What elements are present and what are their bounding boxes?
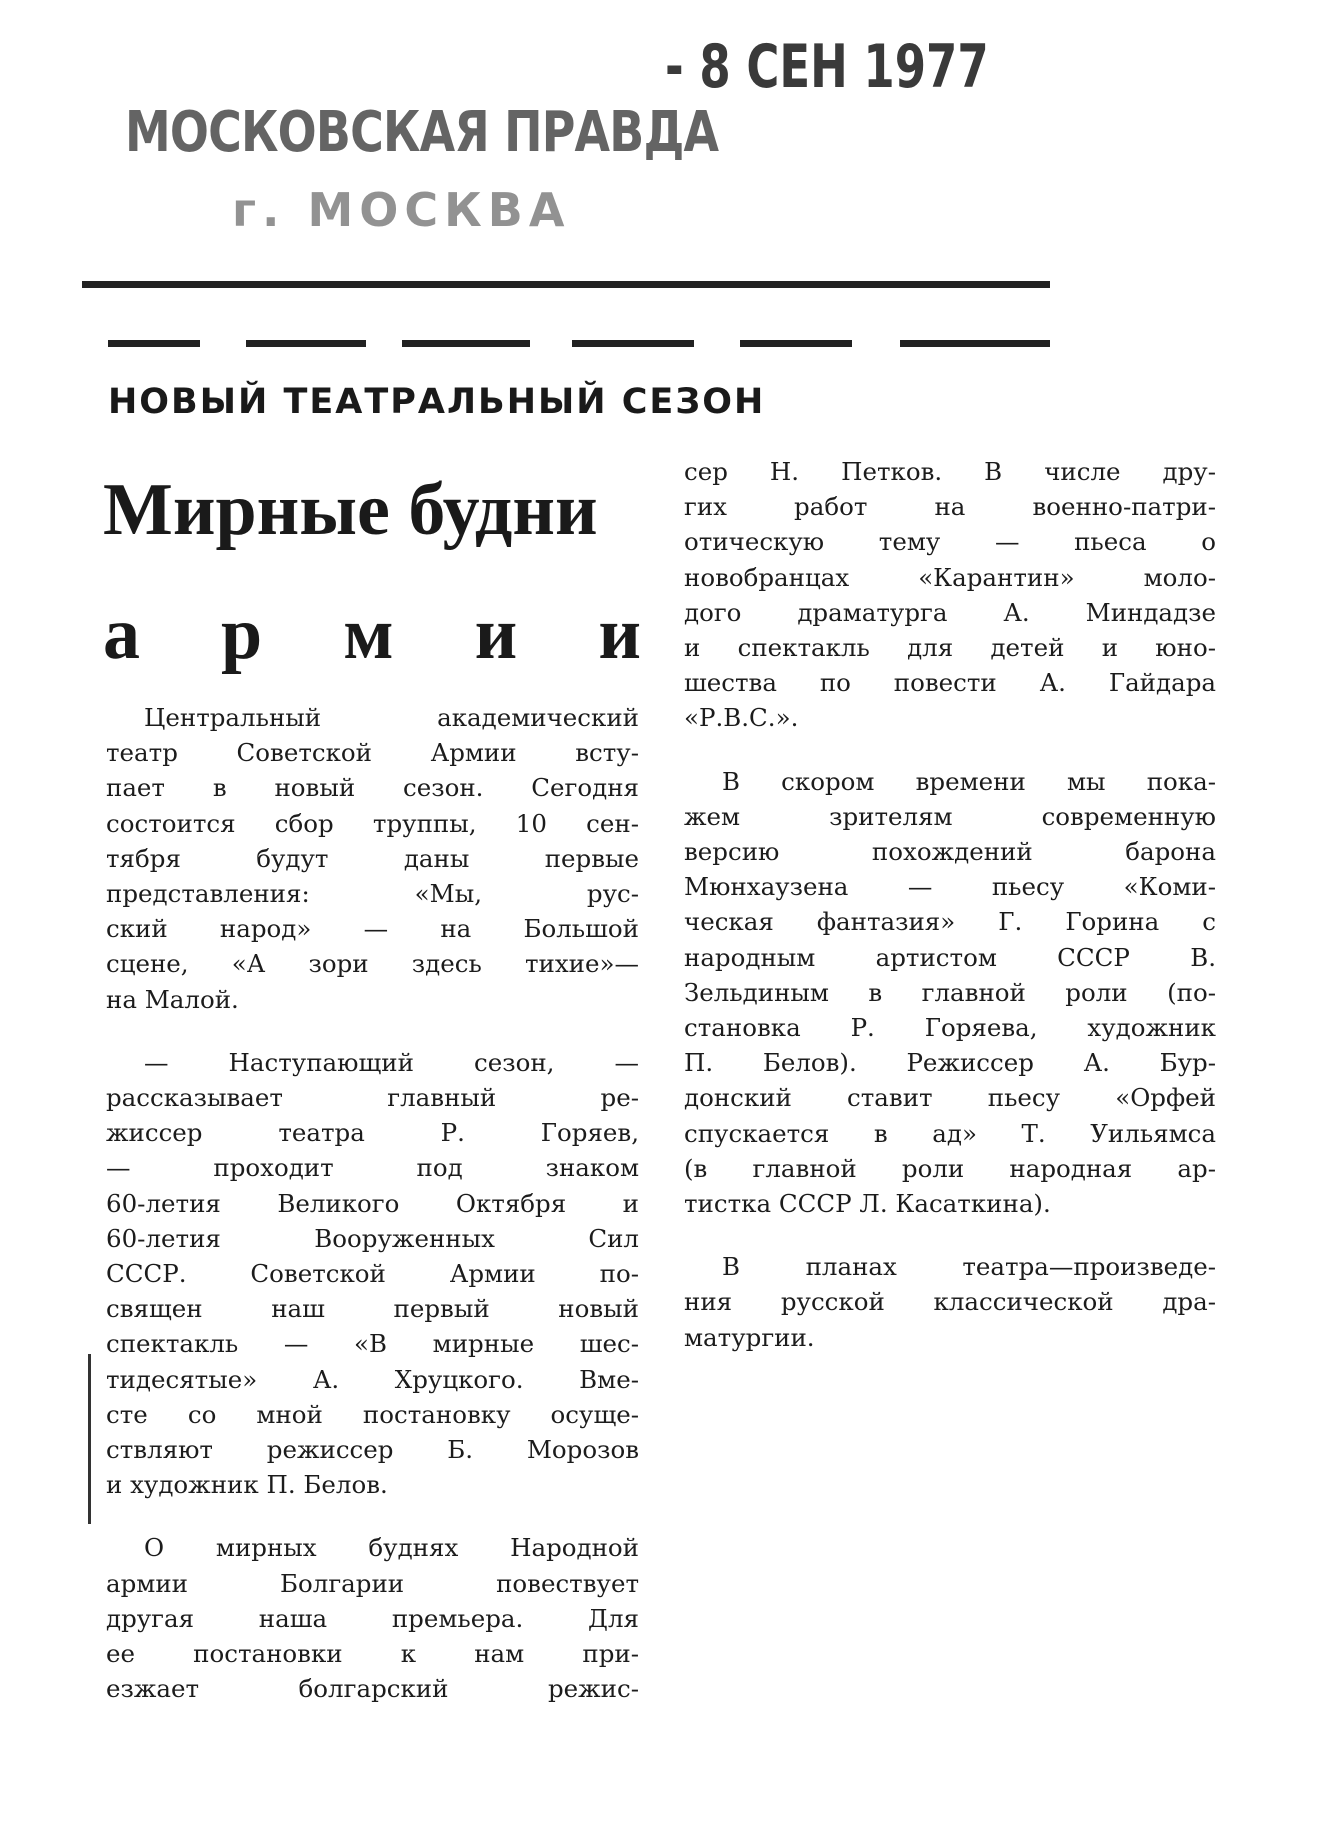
headline-letter: и — [598, 593, 641, 675]
text-line: становка Р. Горяева, художник — [684, 1013, 1216, 1043]
text-line: другая наша премьера. Для — [106, 1603, 639, 1633]
section-rubric: НОВЫЙ ТЕАТРАЛЬНЫЙ СЕЗОН — [108, 382, 766, 422]
text-line: театр Советской Армии всту- — [106, 738, 639, 768]
text-line: жем зрителям современную — [684, 801, 1216, 831]
headline-line-2 — [103, 592, 641, 677]
text-line: В скором времени мы пока- — [722, 766, 1216, 796]
headline-letter: и — [474, 593, 518, 675]
text-line: ее постановки к нам при- — [106, 1639, 639, 1669]
text-line: тистка СССР Л. Касаткина). — [684, 1189, 1051, 1219]
headline-letter: а — [103, 593, 140, 675]
divider-dash — [402, 340, 530, 347]
article-paragraph — [106, 700, 639, 1017]
text-line: тидесятые» А. Хруцкого. Вме- — [106, 1364, 639, 1394]
text-line: священ наш первый новый — [106, 1294, 639, 1324]
text-line: — проходит под знаком — [106, 1153, 639, 1183]
text-line: армии Болгарии повествует — [106, 1568, 639, 1598]
text-line: СССР. Советской Армии по- — [106, 1259, 639, 1289]
article-paragraph — [684, 454, 1216, 736]
text-line: жиссер театра Р. Горяев, — [106, 1118, 639, 1148]
text-line: новобранцах «Карантин» моло- — [684, 562, 1216, 592]
text-line: шества по повести А. Гайдара — [684, 668, 1216, 698]
text-line: дого драматурга А. Миндадзе — [684, 597, 1216, 627]
divider-dash — [740, 340, 852, 347]
text-line: сцене, «А зори здесь тихие»— — [106, 949, 639, 979]
article-paragraph — [684, 1249, 1216, 1355]
text-line: (в главной роли народная ар- — [684, 1153, 1216, 1183]
text-line: народным артистом СССР В. — [684, 942, 1216, 972]
text-line: гих работ на военно-патри- — [684, 492, 1216, 522]
text-line: сте со мной постановку осуще- — [106, 1399, 639, 1429]
text-line: В планах театра—произведе- — [722, 1252, 1216, 1282]
article-paragraph — [106, 1045, 639, 1503]
text-line: 60-летия Великого Октября и — [106, 1188, 639, 1218]
text-line: ческая фантазия» Г. Горина с — [684, 907, 1216, 937]
text-line: ствляют режиссер Б. Морозов — [106, 1435, 639, 1465]
text-line: матургии. — [684, 1322, 815, 1352]
article-paragraph — [106, 1530, 639, 1706]
text-line: отическую тему — пьеса о — [684, 527, 1216, 557]
divider-dash — [572, 340, 694, 347]
text-line: сер Н. Петков. В числе дру- — [684, 457, 1216, 486]
text-line: П. Белов). Режиссер А. Бур- — [684, 1048, 1216, 1078]
text-line: и спектакль для детей и юно- — [684, 633, 1216, 663]
margin-mark — [88, 1354, 91, 1524]
text-line: рассказывает главный ре- — [106, 1083, 639, 1113]
date-stamp: - 8 СЕН 1977 — [665, 32, 989, 102]
article-column-2 — [684, 454, 1216, 1383]
text-line: спектакль — «В мирные шес- — [106, 1329, 639, 1359]
text-line: О мирных буднях Народной — [144, 1533, 639, 1563]
text-line: пает в новый сезон. Сегодня — [106, 773, 639, 803]
text-line: и художник П. Белов. — [106, 1470, 388, 1500]
article-column-1 — [106, 700, 639, 1734]
text-line: Зельдиным в главной роли (по- — [684, 977, 1216, 1007]
text-line: езжает болгарский режис- — [106, 1674, 639, 1704]
divider-dash — [246, 340, 366, 347]
text-line: версию похождений барона — [684, 837, 1216, 867]
article-paragraph — [684, 764, 1216, 1222]
headline-line-1: Мирные будни — [103, 469, 598, 551]
text-line: Центральный академический — [144, 703, 639, 732]
text-line: ния русской классической дра- — [684, 1287, 1216, 1317]
text-line: «Р.В.С.». — [684, 703, 799, 733]
header-rule — [82, 281, 1050, 288]
text-line: состоится сбор труппы, 10 сен- — [106, 808, 639, 838]
text-line: Мюнхаузена — пьесу «Коми- — [684, 872, 1216, 902]
text-line: 60-летия Вооруженных Сил — [106, 1223, 639, 1253]
text-line: представления: «Мы, рус- — [106, 879, 639, 909]
divider-dash — [108, 340, 200, 347]
divider-dash — [900, 340, 1050, 347]
headline-letter: м — [343, 593, 394, 675]
text-line: спускается в ад» Т. Уильямса — [684, 1118, 1216, 1148]
headline-letter: р — [221, 593, 263, 675]
text-line: — Наступающий сезон, — — [144, 1047, 639, 1077]
text-line: ский народ» — на Большой — [106, 914, 639, 944]
text-line: донский ставит пьесу «Орфей — [684, 1083, 1216, 1113]
stamp-city: г. МОСКВА — [232, 183, 571, 237]
text-line: на Малой. — [106, 984, 239, 1014]
text-line: тября будут даны первые — [106, 843, 639, 873]
stamp-publication-name: МОСКОВСКАЯ ПРАВДА — [125, 100, 719, 165]
